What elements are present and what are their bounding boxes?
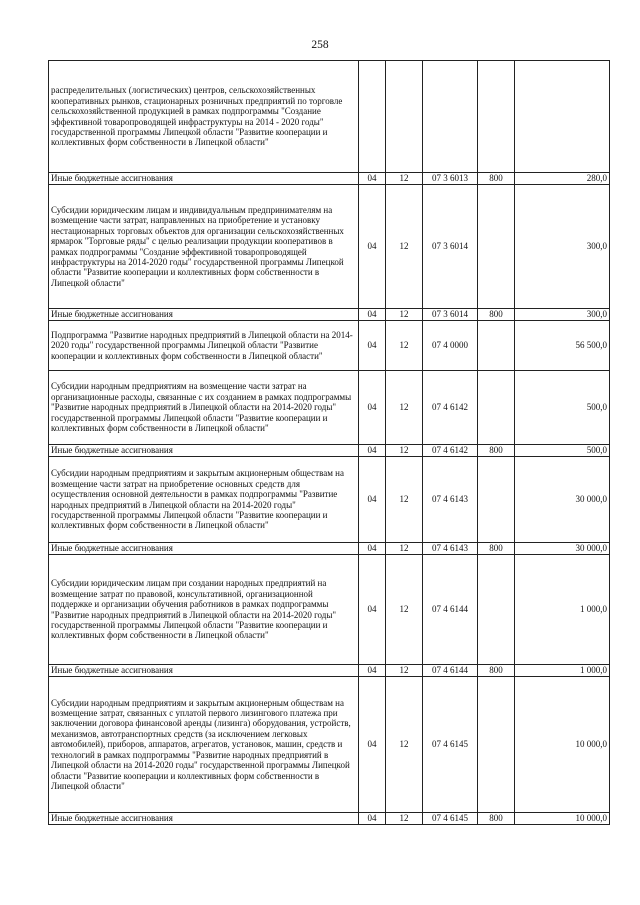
- row-name: распределительных (логистических) центров, сельскохозяйственных кооперативных рынков, стационарных розничных предприятий по торговле сельскохозяйственной продукцией в рамках подпрограммы "Создание эффективной товаропроводящей инфраструктуры на 2014 - 2020 годы" государственной программы Липецкой области "Развитие кооперации и коллективных форм собственности в Липецкой области": [49, 61, 359, 173]
- row-sum: 30 000,0: [515, 543, 610, 555]
- row-subsection: 12: [386, 543, 423, 555]
- row-section: 04: [359, 371, 386, 445]
- budget-table: [48, 60, 610, 825]
- row-expense-type: [478, 677, 515, 813]
- row-section: 04: [359, 543, 386, 555]
- row-section: 04: [359, 321, 386, 371]
- page-number: 258: [311, 39, 329, 51]
- row-subsection: 12: [386, 173, 423, 185]
- row-expense-type: [478, 371, 515, 445]
- row-article: 07 4 6142: [423, 445, 478, 457]
- row-expense-type: [478, 457, 515, 543]
- row-article: 07 3 6014: [423, 185, 478, 309]
- row-sum: [515, 61, 610, 173]
- row-expense-type: 800: [478, 309, 515, 321]
- table-row: [49, 185, 610, 309]
- row-sum: 10 000,0: [515, 813, 610, 825]
- row-section: 04: [359, 665, 386, 677]
- row-expense-type: [478, 61, 515, 173]
- row-sum: 10 000,0: [515, 677, 610, 813]
- row-article: 07 3 6014: [423, 309, 478, 321]
- row-subsection: 12: [386, 309, 423, 321]
- row-name: Субсидии юридическим лицам и индивидуальным предпринимателям на возмещение части затрат, направленных на приобретение и установку нестационарных торговых объектов для организации сельскохозяйственных ярмарок "Торговые ряды" с целью реализации продукции кооперативов в рамках подпрограммы "Создание эффективной товаропроводящей инфраструктуры на 2014-2020 годы" государственной программы Липецкой области "Развитие кооперации и коллективных форм собственности в Липецкой области": [49, 185, 359, 309]
- row-name: Субсидии народным предприятиям и закрытым акционерным обществам на возмещение части затрат на приобретение основных средств для осуществления основной деятельности в рамках подпрограммы "Развитие народных предприятий в Липецкой области на 2014-2020 годы" государственной программы Липецкой области "Развитие кооперации и коллективных форм собственности в Липецкой области": [49, 457, 359, 543]
- row-subsection: [386, 61, 423, 173]
- row-section: 04: [359, 677, 386, 813]
- row-article: 07 4 6143: [423, 457, 478, 543]
- row-section: [359, 61, 386, 173]
- row-expense-type: [478, 321, 515, 371]
- row-sum: 1 000,0: [515, 555, 610, 665]
- row-expense-type: 800: [478, 173, 515, 185]
- row-sum: 500,0: [515, 371, 610, 445]
- row-article: 07 4 6144: [423, 555, 478, 665]
- row-sum: 280,0: [515, 173, 610, 185]
- row-expense-type: 800: [478, 543, 515, 555]
- row-expense-type: [478, 555, 515, 665]
- row-sum: 30 000,0: [515, 457, 610, 543]
- row-name: Иные бюджетные ассигнования: [49, 173, 359, 185]
- row-name: Субсидии народным предприятиям и закрытым акционерным обществам на возмещение затрат, связанных с уплатой первого лизингового платежа при заключении договора финансовой аренды (лизинга) оборудования, устройств, механизмов, автотранспортных средств (за исключением легковых автомобилей), приборов, аппаратов, агрегатов, установок, машин, средств и технологий в рамках подпрограммы "Развитие народных предприятий в Липецкой области на 2014-2020 годы" государственной программы Липецкой области "Развитие кооперации и коллективных форм собственности в Липецкой области": [49, 677, 359, 813]
- row-article: 07 4 6142: [423, 371, 478, 445]
- row-section: 04: [359, 555, 386, 665]
- row-sum: 56 500,0: [515, 321, 610, 371]
- table-row: [49, 665, 610, 677]
- row-name: Субсидии народным предприятиям на возмещение части затрат на организационные расходы, связанные с их созданием в рамках подпрограммы "Развитие народных предприятий в Липецкой области на 2014-2020 годы" государственной программы Липецкой области "Развитие кооперации и коллективных форм собственности в Липецкой области": [49, 371, 359, 445]
- row-section: 04: [359, 813, 386, 825]
- row-sum: 1 000,0: [515, 665, 610, 677]
- row-name: Иные бюджетные ассигнования: [49, 813, 359, 825]
- row-section: 04: [359, 445, 386, 457]
- row-expense-type: 800: [478, 665, 515, 677]
- row-subsection: 12: [386, 457, 423, 543]
- row-sum: 300,0: [515, 309, 610, 321]
- row-subsection: 12: [386, 555, 423, 665]
- row-section: 04: [359, 173, 386, 185]
- row-expense-type: 800: [478, 445, 515, 457]
- row-article: 07 4 6145: [423, 813, 478, 825]
- table-row: [49, 457, 610, 543]
- row-expense-type: [478, 185, 515, 309]
- row-subsection: 12: [386, 185, 423, 309]
- row-name: Иные бюджетные ассигнования: [49, 665, 359, 677]
- table-row: [49, 677, 610, 813]
- row-sum: 500,0: [515, 445, 610, 457]
- row-section: 04: [359, 457, 386, 543]
- row-article: 07 4 6144: [423, 665, 478, 677]
- table-row: [49, 813, 610, 825]
- table-row: [49, 309, 610, 321]
- table-row: [49, 555, 610, 665]
- row-name: Иные бюджетные ассигнования: [49, 309, 359, 321]
- row-subsection: 12: [386, 813, 423, 825]
- row-subsection: 12: [386, 321, 423, 371]
- row-name: Субсидии юридическим лицам при создании народных предприятий на возмещение затрат по правовой, консультативной, организационной поддержке и организации обучения работников в рамках подпрограммы "Развитие народных предприятий в Липецкой области на 2014-2020 годы" государственной программы Липецкой области "Развитие кооперации и коллективных форм собственности в Липецкой области": [49, 555, 359, 665]
- row-subsection: 12: [386, 371, 423, 445]
- row-expense-type: 800: [478, 813, 515, 825]
- row-article: [423, 61, 478, 173]
- table-row: [49, 445, 610, 457]
- row-article: 07 4 0000: [423, 321, 478, 371]
- table-row: [49, 321, 610, 371]
- row-sum: 300,0: [515, 185, 610, 309]
- table-row: [49, 543, 610, 555]
- row-article: 07 4 6145: [423, 677, 478, 813]
- row-name: Иные бюджетные ассигнования: [49, 543, 359, 555]
- budget-table-body: [49, 61, 610, 825]
- row-subsection: 12: [386, 445, 423, 457]
- row-subsection: 12: [386, 665, 423, 677]
- row-name: Иные бюджетные ассигнования: [49, 445, 359, 457]
- row-section: 04: [359, 309, 386, 321]
- table-row: [49, 173, 610, 185]
- row-name: Подпрограмма "Развитие народных предприятий в Липецкой области на 2014-2020 годы" государственной программы Липецкой области "Развитие кооперации и коллективных форм собственности в Липецкой области": [49, 321, 359, 371]
- row-article: 07 4 6143: [423, 543, 478, 555]
- row-subsection: 12: [386, 677, 423, 813]
- row-section: 04: [359, 185, 386, 309]
- row-article: 07 3 6013: [423, 173, 478, 185]
- table-row: [49, 61, 610, 173]
- table-row: [49, 371, 610, 445]
